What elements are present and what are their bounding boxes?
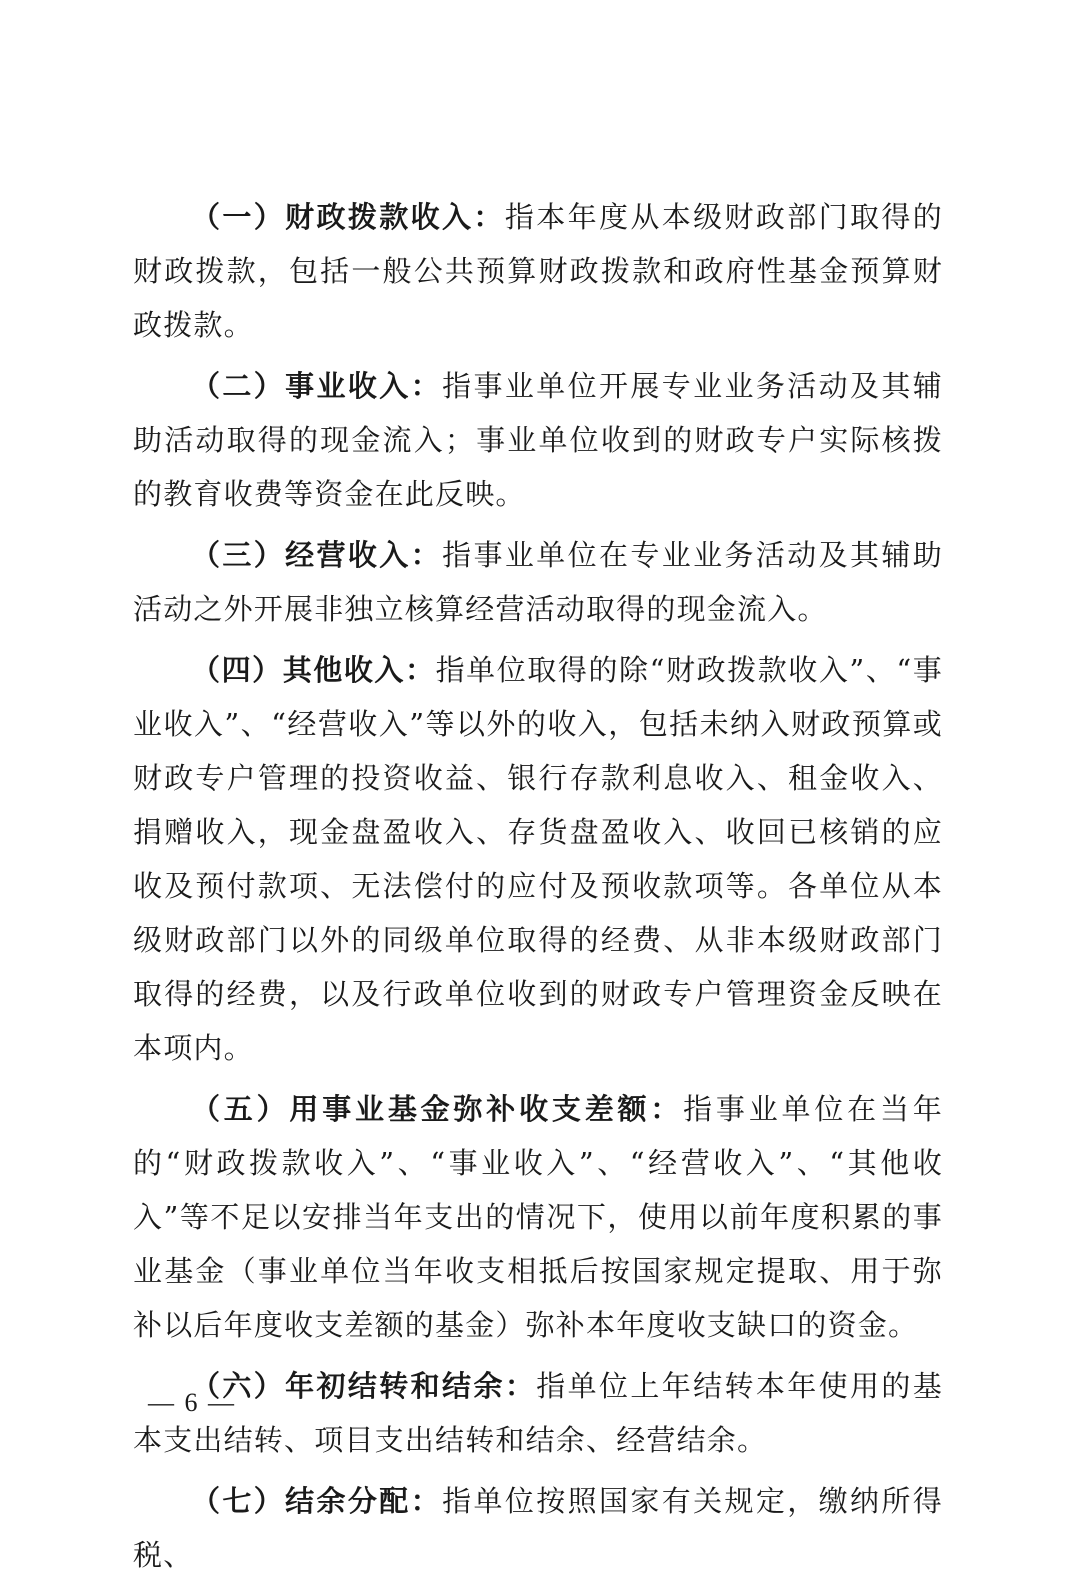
section-heading-4: （四）其他收入：	[191, 653, 436, 687]
paragraph-1	[133, 190, 943, 352]
section-heading-2: （二）事业收入：	[191, 369, 443, 403]
section-text-4: 指单位取得的除“财政拨款收入”、“事业收入”、“经营收入”等以外的收入，包括未纳入财政预算或财政专户管理的投资收益、银行存款利息收入、租金收入、捐赠收入，现金盘盈收入、存货盘盈收入、收回已核销的应收及预付款项、无法偿付的应付及预收款项等。各单位从本级财政部门以外的同级单位取得的经费、从非本级财政部门取得的经费，以及行政单位收到的财政专户管理资金反映在本项内。	[133, 653, 944, 1065]
paragraph-5	[133, 1082, 943, 1352]
section-text-3: 指事业单位在专业业务活动及其辅助活动之外开展非独立核算经营活动取得的现金流入。	[133, 538, 943, 626]
section-text-2: 指事业单位开展专业业务活动及其辅助活动取得的现金流入；事业单位收到的财政专户实际核拨的教育收费等资金在此反映。	[133, 369, 943, 511]
section-heading-6: （六）年初结转和结余：	[191, 1369, 537, 1403]
section-text-7: 指单位按照国家有关规定，缴纳所得税、	[133, 1484, 943, 1572]
section-heading-1: （一）财政拨款收入：	[191, 200, 505, 234]
section-text-1: 指本年度从本级财政部门取得的财政拨款，包括一般公共预算财政拨款和政府性基金预算财政拨款。	[133, 200, 943, 342]
section-heading-7: （七）结余分配：	[191, 1484, 443, 1518]
section-heading-5: （五）用事业基金弥补收支差额：	[191, 1092, 684, 1126]
paragraph-3	[133, 528, 943, 636]
page-number: — 6 —	[148, 1388, 236, 1417]
paragraph-4	[133, 643, 943, 1075]
paragraph-2	[133, 359, 943, 521]
document-body	[133, 190, 943, 1589]
paragraph-6	[133, 1359, 943, 1467]
section-heading-3: （三）经营收入：	[191, 538, 443, 572]
paragraph-7	[133, 1474, 943, 1582]
section-text-6: 指单位上年结转本年使用的基本支出结转、项目支出结转和结余、经营结余。	[133, 1369, 943, 1457]
section-text-5: 指事业单位在当年的“财政拨款收入”、“事业收入”、“经营收入”、“其他收入”等不足以安排当年支出的情况下，使用以前年度积累的事业基金（事业单位当年收支相抵后按国家规定提取、用于弥补以后年度收支差额的基金）弥补本年度收支缺口的资金。	[133, 1092, 943, 1342]
